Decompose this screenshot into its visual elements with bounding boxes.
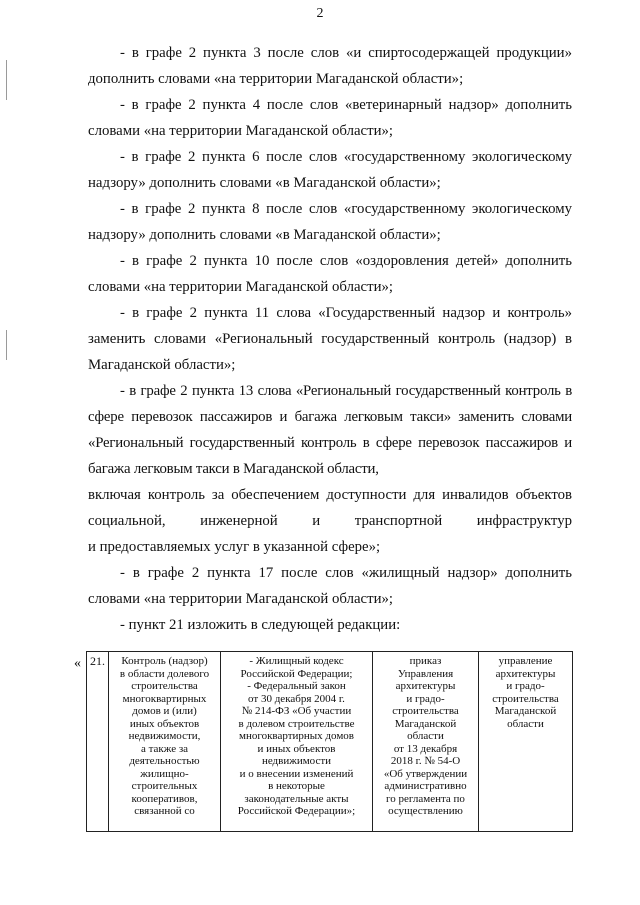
- paragraph-item-13-ending: и предоставляемых услуг в указанной сфере»;: [88, 539, 381, 555]
- control-type-cell: Контроль (надзор) в области долевого строительства многоквартирных домов и (или) иных объектов недвижимости, а также за деятельностью жилищно- строительных кооперативов, связанной со: [109, 652, 221, 832]
- page-number: 2: [316, 6, 324, 21]
- paragraph-item-8: - в графе 2 пункта 8 после слов «государственному экологическому надзору» дополнить словами «в Магаданской области»;: [88, 201, 572, 243]
- table-row: [87, 652, 573, 832]
- paragraph-item-21-intro: - пункт 21 изложить в следующей редакции:: [120, 617, 401, 633]
- authority-cell: управление архитектуры и градо- строительства Магаданской области: [479, 652, 573, 832]
- paragraph-item-11: - в графе 2 пункта 11 слова «Государственный надзор и контроль» заменить словами «Региональный государственный контроль (надзор) в Магаданской области»;: [88, 305, 572, 373]
- paragraph-item-13: - в графе 2 пункта 13 слова «Региональный государственный контроль в сфере перевозок пассажиров и багажа легковым такси» заменить словами «Региональный государственный контроль в сфере перевозок пассажиров и багажа легковым такси в Магаданской области,: [88, 383, 572, 477]
- paragraph-item-4: - в графе 2 пункта 4 после слов «ветеринарный надзор» дополнить словами «на территории Магаданской области»;: [88, 97, 572, 139]
- paragraph-item-6: - в графе 2 пункта 6 после слов «государственному экологическому надзору» дополнить словами «в Магаданской области»;: [88, 149, 572, 191]
- regulation-table: [86, 651, 573, 832]
- opening-quote: «: [74, 656, 81, 671]
- row-number-cell: 21.: [87, 652, 109, 832]
- scan-edge-mark: [6, 60, 7, 100]
- order-cell: приказ Управления архитектуры и градо- строительства Магаданской области от 13 декабря 2018 г. № 54-О «Об утверждении административно го регламента по осуществлению: [373, 652, 479, 832]
- paragraph-item-10: - в графе 2 пункта 10 после слов «оздоровления детей» дополнить словами «на территории Магаданской области»;: [88, 253, 572, 295]
- scan-edge-mark: [6, 330, 7, 360]
- paragraph-item-3: - в графе 2 пункта 3 после слов «и спиртосодержащей продукции» дополнить словами «на территории Магаданской области»;: [88, 45, 572, 87]
- paragraph-item-17: - в графе 2 пункта 17 после слов «жилищный надзор» дополнить словами «на территории Магаданской области»;: [88, 565, 572, 607]
- legal-acts-cell: - Жилищный кодекс Российской Федерации; - Федеральный закон от 30 декабря 2004 г. № 214-ФЗ «Об участии в долевом строительстве многоквартирных домов и иных объектов недвижимости и о внесении изменений в некоторые законодательные акты Российской Федерации»;: [221, 652, 373, 832]
- paragraph-item-13-continuation: включая контроль за обеспечением доступности для инвалидов объектов социальной, инженерной и транспортной инфраструктур: [88, 487, 572, 529]
